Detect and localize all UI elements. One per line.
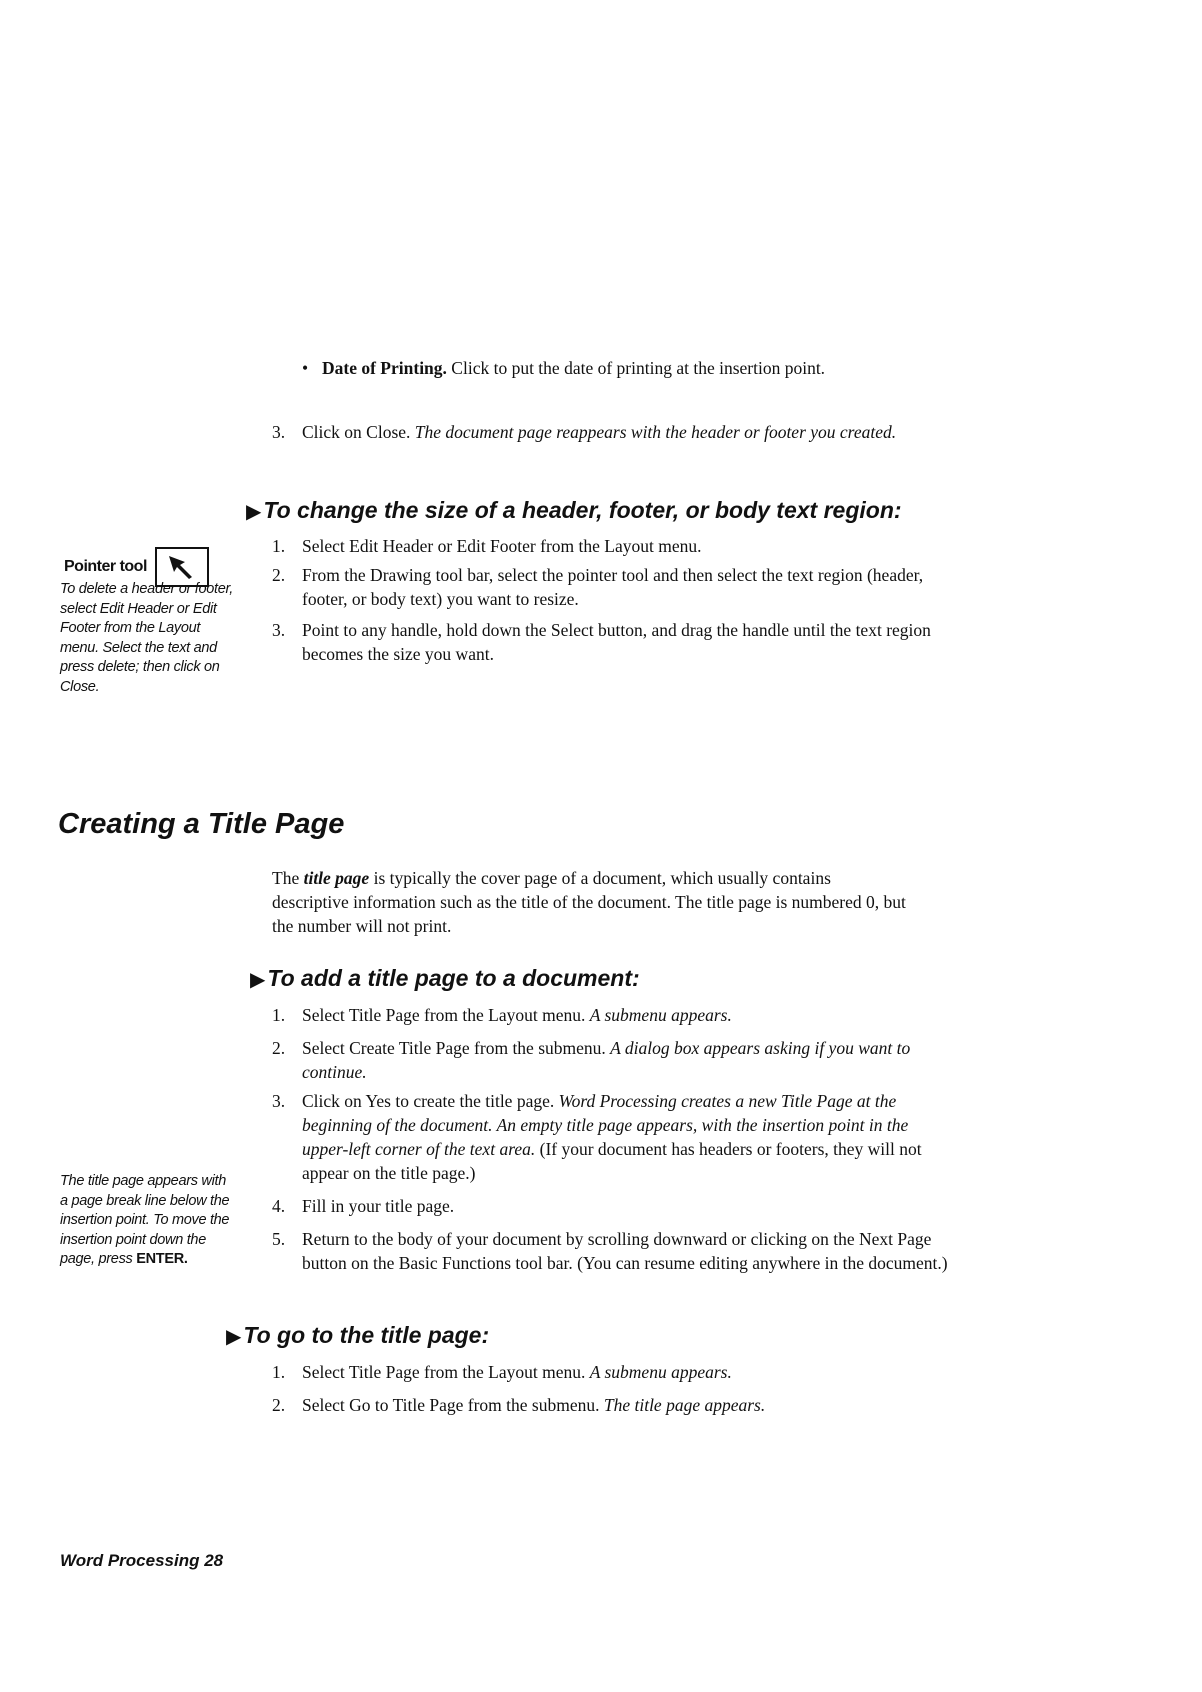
add-title-steps-2-num: 3.	[272, 1091, 286, 1111]
resize-section-steps-2-num: 3.	[272, 620, 286, 640]
sidebar-title-note: The title page appears with a page break line below the insertion point. To move the insertion point down the page, press	[60, 1173, 230, 1267]
add-title-steps-1-num: 2.	[272, 1038, 286, 1058]
add-title-steps-0-text: Select Title Page from the Layout menu.	[302, 1005, 586, 1025]
section-title: Creating a Title Page	[58, 808, 345, 840]
triangle-arrow-icon: ▶	[250, 969, 266, 991]
add-step-5	[272, 1227, 952, 1275]
go-step-1	[272, 1360, 952, 1384]
add-title-steps-2-after: (If your document has headers or footers, they will not appear on the title page.)	[302, 1139, 922, 1183]
resize-section-heading: To change the size of a header, footer, or body text region:	[263, 497, 902, 523]
resize-section-steps-1-text: From the Drawing tool bar, select the pointer tool and then select the text region (header, footer, or body text) you want to resize.	[302, 565, 924, 609]
go-title-steps-1-num: 2.	[272, 1395, 286, 1415]
page-footer: Word Processing 28	[60, 1551, 224, 1570]
title-section-intro-post: is typically the cover page of a document, which usually contains descriptive information such as the title of the document. The title page is numbered 0, but the number will not print.	[272, 868, 906, 936]
triangle-arrow-icon: ▶	[246, 501, 262, 523]
resize-step-2	[272, 563, 952, 611]
top-list-step3-result: The document page reappears with the header or footer you created.	[414, 422, 897, 442]
title-section-intro-pre: The	[272, 868, 304, 888]
go-title-heading	[226, 1322, 489, 1349]
go-step-2	[272, 1393, 952, 1417]
go-title-steps-1-text: Select Go to Title Page from the submenu.	[302, 1395, 600, 1415]
add-title-heading	[250, 965, 640, 992]
resize-step-3	[272, 618, 952, 666]
title-page-note	[60, 1172, 230, 1270]
top-list-step3-text: Click on Close.	[302, 422, 411, 442]
add-step-2	[272, 1036, 932, 1084]
add-title-steps-1-text: Select Create Title Page from the submenu.	[302, 1038, 606, 1058]
add-step-3	[272, 1089, 942, 1185]
go-title-steps-0-num: 1.	[272, 1362, 286, 1382]
resize-section-steps-0-text: Select Edit Header or Edit Footer from the Layout menu.	[302, 536, 702, 556]
go-title-steps-0-result: A submenu appears.	[589, 1362, 732, 1382]
sidebar-pointer-label: Pointer tool	[64, 558, 147, 575]
add-title-steps-4-text: Return to the body of your document by scrolling downward or clicking on the Next Page button on the Basic Functions tool bar. (You can resume editing anywhere in the document.)	[302, 1229, 948, 1273]
resize-step-1	[272, 534, 952, 558]
add-step-4	[272, 1194, 952, 1218]
top-list-bullet-text: Click to put the date of printing at the insertion point.	[451, 358, 826, 378]
resize-section-steps-2-text: Point to any handle, hold down the Select button, and drag the handle until the text region becomes the size you want.	[302, 620, 931, 664]
add-title-steps-4-num: 5.	[272, 1229, 286, 1249]
top-list-bullet-term: Date of Printing.	[322, 358, 447, 378]
add-title-steps-0-num: 1.	[272, 1005, 286, 1025]
bullet-icon: •	[302, 358, 309, 378]
title-intro	[272, 866, 912, 938]
add-title-steps-3-text: Fill in your title page.	[302, 1196, 455, 1216]
step-close	[272, 420, 952, 444]
triangle-arrow-icon: ▶	[226, 1326, 242, 1348]
bullet-date-of-printing	[302, 356, 942, 380]
add-title-steps-0-result: A submenu appears.	[589, 1005, 732, 1025]
resize-heading	[246, 497, 902, 524]
go-title-heading: To go to the title page:	[243, 1322, 490, 1348]
title-section-intro-term: title page	[303, 868, 370, 888]
add-title-steps-1-result: A dialog box appears asking if you want to continue.	[302, 1038, 911, 1082]
resize-section-steps-0-num: 1.	[272, 536, 286, 556]
add-title-heading: To add a title page to a document:	[267, 965, 640, 991]
add-title-steps-2-text: Click on Yes to create the title page.	[302, 1091, 555, 1111]
sidebar-title-key: ENTER.	[136, 1251, 188, 1267]
add-title-steps-3-num: 4.	[272, 1196, 286, 1216]
go-title-steps-0-text: Select Title Page from the Layout menu.	[302, 1362, 586, 1382]
go-title-steps-1-result: The title page appears.	[603, 1395, 766, 1415]
add-step-1	[272, 1003, 952, 1027]
add-title-steps-2-result: Word Processing creates a new Title Page at the beginning of the document. An empty title page appears, with the insertion point in the upper-left corner of the text area.	[302, 1091, 909, 1159]
resize-section-steps-1-num: 2.	[272, 565, 286, 585]
top-list-step3-num: 3.	[272, 422, 286, 442]
pointer-tool-note: To delete a header or footer, select Edit Header or Edit Footer from the Layout menu. Select the text and press delete; then click on Close.	[60, 581, 233, 695]
